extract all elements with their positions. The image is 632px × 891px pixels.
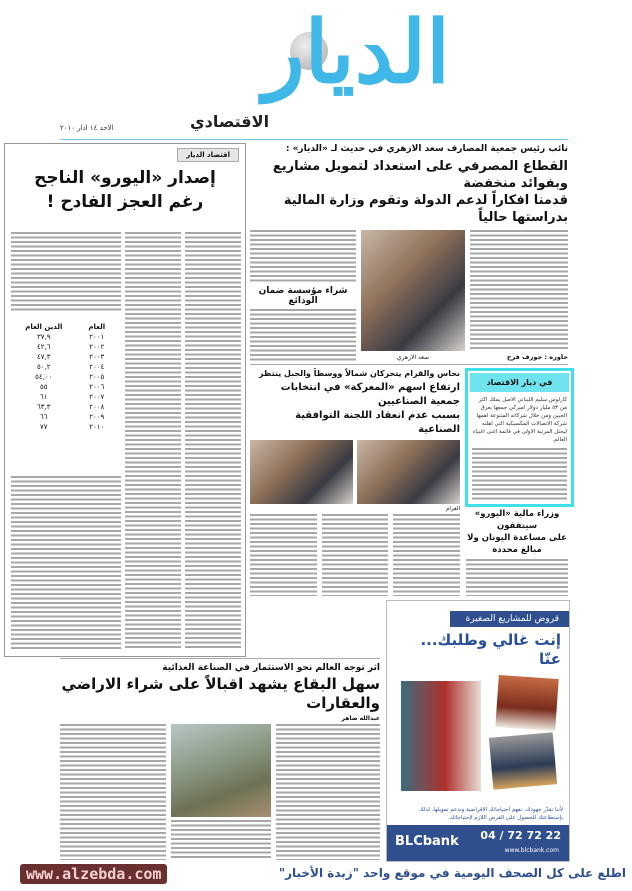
table-row xyxy=(11,332,117,342)
year-cell: ٢٠٠٢ xyxy=(89,343,105,351)
year-cell: ٢٠٠٣ xyxy=(89,353,105,361)
economy-box xyxy=(465,368,574,507)
bekaa-headline: سهل البقاع يشهد اقبالاً على شراء الاراضي والعقارات xyxy=(61,675,380,712)
euro-story xyxy=(466,508,568,596)
table-row xyxy=(11,352,117,362)
ad-photo-mechanic xyxy=(495,675,558,731)
divider xyxy=(250,364,568,365)
issue-date: الاحد ١٤ اذار ٢٠١٠ xyxy=(60,124,114,132)
body-text xyxy=(171,820,271,860)
table-row xyxy=(11,382,117,392)
body-text xyxy=(322,514,389,596)
logo-subtitle: الاقتصادي xyxy=(190,112,270,131)
ad-website[interactable]: www.blcbank.com xyxy=(504,847,559,854)
article-headline xyxy=(5,166,245,214)
top-story-headline xyxy=(250,158,568,226)
ad-photos xyxy=(387,673,569,803)
debt-cell: ٣٧,٩ xyxy=(37,333,51,341)
bekaa-kicker: اثر توجه العالم نحو الاستثمار في الصناعة الغذائية xyxy=(162,663,380,673)
body-text xyxy=(276,724,380,860)
headline-line: رغم العجز الفادح ! xyxy=(46,192,204,212)
newspaper-logo xyxy=(190,2,450,131)
debt-cell: ٦١ xyxy=(40,393,48,401)
table-row xyxy=(11,372,117,382)
year-cell: ٢٠٠٨ xyxy=(89,403,105,411)
body-text xyxy=(125,232,181,650)
table-row xyxy=(11,412,117,422)
debt-cell: ٥٠,٢ xyxy=(37,363,51,371)
body-text xyxy=(393,514,460,596)
photo-caption: القرام xyxy=(446,506,460,512)
byline: عبدالله ضاهر xyxy=(341,715,380,722)
bekaa-story xyxy=(60,662,380,860)
ad-photo-tailor xyxy=(401,681,481,791)
section-label: اقتصاد الديار xyxy=(177,148,239,162)
bank-logo: BLCbank xyxy=(395,834,459,849)
watermark-url[interactable]: www.alzebda.com xyxy=(20,864,167,884)
debt-cell: ٧٧ xyxy=(40,423,48,431)
box-text: كارلوس سليم اللبناني الاصل يملك اكثر من ٥٣ مليار دولار اميركي جمعها بعرق الجبين ومن خلال شركاته المتنوعة اهمها شركة الاتصالات المكسيكية التي اهلته ليحتل المرتبة الاولى في قائمة اغنى اغنياء العالم. xyxy=(472,397,567,443)
body-text xyxy=(466,559,568,596)
watermark-banner xyxy=(0,862,632,891)
headline-line: قدمنا افكاراً لدعم الدولة وتقوم وزارة المالية بدراستها حالياً xyxy=(283,193,568,225)
box-title: في ديار الاقتصاد xyxy=(470,373,569,392)
table-row xyxy=(11,362,117,372)
masthead-divider xyxy=(60,139,568,140)
ad-phone: 04 / 72 72 22 xyxy=(480,829,561,842)
headline-line: إصدار «اليورو» الناجح xyxy=(34,168,216,188)
watermark-text: اطلع على كل الصحف اليومية في موقع واحد "زبدة الأخبار" xyxy=(278,866,626,880)
body-text xyxy=(250,230,356,283)
euro-headline xyxy=(466,508,568,556)
debt-cell: ٦٣,٣ xyxy=(37,403,51,411)
body-text xyxy=(250,309,356,362)
body-text xyxy=(250,514,317,596)
debt-cell: ٥٤,٠٠ xyxy=(35,373,53,381)
table-row xyxy=(11,402,117,412)
year-cell: ٢٠١٠ xyxy=(89,423,105,431)
ad-slogan: إنت غالي وطلبك... عنّا xyxy=(420,631,561,668)
headline-line: على مساعدة اليونان ولا مبالغ محددة xyxy=(467,533,567,555)
top-story xyxy=(250,143,568,361)
top-story-kicker: نائب رئيس جمعية المصارف سعد الازهري في حديث لـ «الديار» : xyxy=(285,144,568,154)
debt-table xyxy=(11,322,117,432)
year-cell: ٢٠٠٥ xyxy=(89,373,105,381)
table-row xyxy=(11,392,117,402)
ad-photo-grocer xyxy=(489,732,557,789)
year-cell: ٢٠٠٤ xyxy=(89,363,105,371)
debt-cell: ٤٢,٦ xyxy=(37,343,51,351)
table-row xyxy=(11,342,117,352)
year-cell: ٢٠٠٩ xyxy=(89,413,105,421)
body-text xyxy=(11,476,121,650)
bekaa-plain-photo xyxy=(171,724,271,817)
industry-headline xyxy=(250,381,460,437)
interview-photo xyxy=(361,230,465,351)
industry-kicker: نحاس والقرام يتحركان شمالاً ووسطاً والجبل ينتظر xyxy=(258,369,460,378)
headline-line: بسبب عدم انعقاد اللجنة التوافقية الصناعية xyxy=(295,410,460,435)
blc-bank-ad[interactable] xyxy=(386,600,570,862)
body-text xyxy=(185,232,241,650)
left-column-article xyxy=(4,143,246,657)
ad-tag: قروض للمشاريع الصغيرة xyxy=(450,611,569,627)
year-cell: ٢٠٠٧ xyxy=(89,393,105,401)
subhead: شراء مؤسسة ضمان الودائع xyxy=(258,285,348,306)
body-text xyxy=(11,232,121,312)
body-text xyxy=(472,448,567,502)
body-text xyxy=(60,724,166,860)
debt-cell: ٦٦ xyxy=(40,413,48,421)
divider xyxy=(60,658,380,659)
debt-cell: ٤٧,٣ xyxy=(37,353,51,361)
debt-cell: ٥٥ xyxy=(40,383,48,391)
year-cell: ٢٠٠٦ xyxy=(89,383,105,391)
headline-line: القطاع المصرفي على استعداد لتمويل مشاريع وبفوائد منخفضة xyxy=(272,159,568,191)
ad-copy: لأننا نقدّر جهودك، نفهم احتياجاتك الإقراضية وندعم تمويلها. لذلك بإستطاعتك للحصول على القرض اللازم لإحتياجاتك. xyxy=(419,807,563,821)
byline: حاوره : جوزف فرح xyxy=(506,353,568,361)
industrialist-photo xyxy=(357,440,460,504)
logo-title: الديار xyxy=(263,2,450,103)
column-header: العام xyxy=(88,323,106,331)
body-text xyxy=(470,230,568,350)
headline-line: وزراء مالية «اليورو» سيتفقون xyxy=(474,509,560,531)
headline-line: ارتفاع اسهم «المعركة» في انتخابات جمعية الصناعيين xyxy=(280,382,460,407)
column-header: الدين العام xyxy=(25,323,63,331)
industrialist-photo xyxy=(250,440,353,504)
year-cell: ٢٠٠١ xyxy=(89,333,105,341)
ad-footer xyxy=(387,825,569,861)
industry-story xyxy=(250,368,460,596)
table-row xyxy=(11,422,117,432)
photo-caption: سعد الازهري xyxy=(396,354,430,361)
